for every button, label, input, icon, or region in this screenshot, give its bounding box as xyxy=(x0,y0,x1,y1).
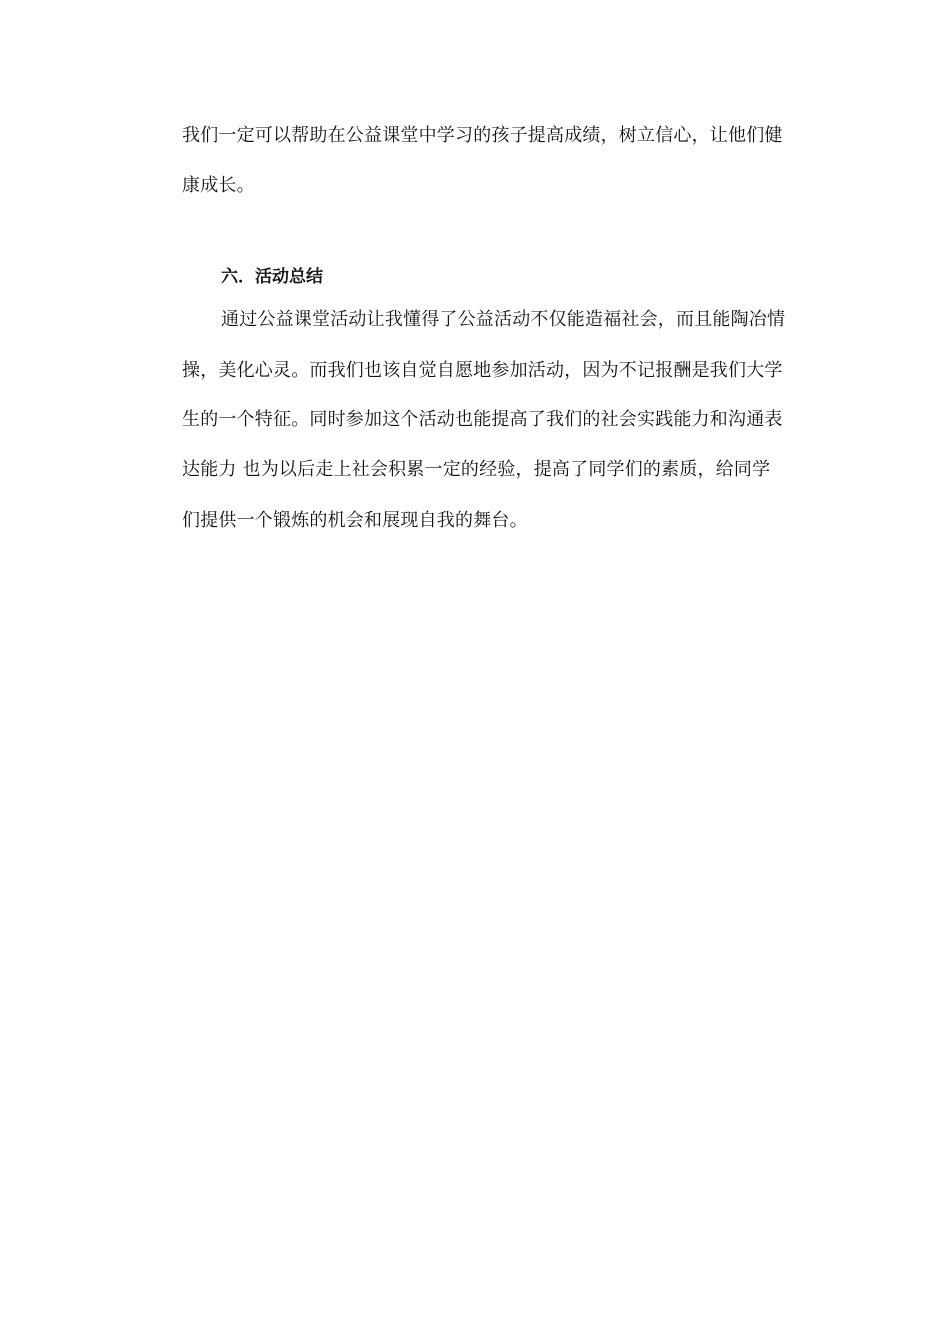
paragraph-line: 达能力 也为以后走上社会积累一定的经验，提高了同学们的素质，给同学 xyxy=(182,459,771,480)
paragraph-line: 生的一个特征。同时参加这个活动也能提高了我们的社会实践能力和沟通表 xyxy=(182,409,783,430)
paragraph-line: 们提供一个锻炼的机会和展现自我的舞台。 xyxy=(182,510,528,531)
paragraph-line: 康成长。 xyxy=(182,175,255,196)
paragraph-line: 我们一定可以帮助在公益课堂中学习的孩子提高成绩，树立信心，让他们健 xyxy=(182,125,783,146)
paragraph-line: 操，美化心灵。而我们也该自觉自愿地参加活动，因为不记报酬是我们大学 xyxy=(182,360,783,381)
paragraph-line: 通过公益课堂活动让我懂得了公益活动不仅能造福社会，而且能陶冶情 xyxy=(221,309,786,330)
section-heading: 六．活动总结 xyxy=(221,267,323,287)
